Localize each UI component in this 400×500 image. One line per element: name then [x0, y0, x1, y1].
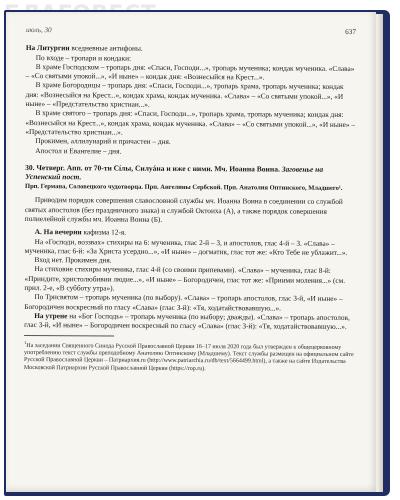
vespers-line: На стиховне стихиры мученика, глас 4-й (со своими припевами). «Слава» – мученика, глас 8-й: «Приидите, христолюбивии людие...», «И ныне» – Богородичен, глас тот же: «Приими моления...» (см. прил. 2-е, «В субботу утра»). — [24, 264, 346, 293]
running-head — [26, 26, 356, 39]
liturgy-line: В храме Господском – тропарь дня: «Спаси, Господи...», тропарь мученика; кондак мученика. «Слава» – «Со святыми упокой...», «И ныне» – кондак дня: «Вознесыйся на Крест...». — [25, 61, 355, 82]
day-heading-main: 30. Четверг. Апп. от 70-ти Сíлы, Силуáна и иже с ними. Мч. Иоанна Воина. — [25, 162, 280, 174]
liturgy-line: В храме святого – тропарь дня: «Спаси, Господи...», тропарь храма, тропарь мученика; кондак дня: «Вознесыйся на Крест...», кондак храма, кондак мученика. «Слава» – «Со святыми упокой...», «И ныне» – «Предстательство христиан...». — [25, 108, 356, 137]
page-number: 637 — [345, 27, 356, 37]
liturgy-lead: На Литургии — [25, 43, 70, 53]
running-head-title: июль, 30 — [25, 26, 52, 35]
footnote-rule — [24, 335, 114, 337]
day-heading — [25, 163, 355, 184]
vespers-lead-rest: кафизма 12-я. — [81, 227, 127, 237]
day-heading-italic: Заговенье на Успенский пост. — [25, 164, 324, 182]
liturgy-lead-rest: вседневные антифоны. — [69, 43, 143, 54]
book-page — [6, 12, 376, 492]
liturgy-line: Апостол и Евангелие – дня. — [35, 145, 122, 156]
footnote — [24, 339, 354, 375]
page-text-block — [24, 26, 356, 374]
day-subheading: Прп. Германа, Соловецкого чудотворца. Прп. Ангелины Сербской. Прп. Анатолия Оптинского, Младшего¹. — [24, 182, 343, 192]
liturgy-line: В храме Богородицы – тропарь дня: «Спаси, Господи...», тропарь храма, тропарь мученика; кондак дня: «Вознесыйся на Крест...», кондак храма, кондак мученика. «Слава» – «Со святыми упокой...», «И ныне» – «Предстательство христиан...». — [25, 80, 344, 109]
vespers-lead: А. На вечерни — [34, 227, 82, 237]
order-paragraph: Приводим порядок совершения славословной службы мч. Иоанна Воина в соединении со службой святых апостолов (без праздничного знака) и службой Октоиха (А), а также порядок совершения полиелейной службы мч. Иоанна Воина (Б). — [24, 195, 343, 224]
footnote-mark: 1 — [24, 339, 27, 345]
liturgy-line: По входе – тропари и кондаки: — [35, 52, 132, 63]
matins-lead: На утрене — [34, 310, 68, 321]
vespers-line: По Трисвятом – тропарь мученика (по выбору). «Слава» – тропарь апостолов, глас 3-й, «И ныне» – Богородичен воскресный по гласу «Слава» (глас 3-й): «Тя, ходатайствовавшую...». — [24, 292, 343, 313]
matins-lead-rest: на «Бог Господь» – тропарь мученика (по выбору; дважды). «Слава» – тропарь апостолов, глас 3-й, «И ныне» – Богородичен воскресный по гласу «Слава» (глас 3-й): «Тя, ходатайствовавшую...». — [24, 311, 350, 332]
matins-paragraph — [24, 311, 354, 332]
liturgy-line: Прокимен, аллилуиарий и причастен – дня. — [35, 136, 171, 147]
footnote-text: На заседании Священного Синода Русской Православной Церкви 16–17 июля 2020 года был утвержден к общецерковному употреблению текст службы преподобному Анатолию Оптинскому (Младшему). Текст службы размещен на официальном сайте Русской Православной Церкви – Патриархия.ru (http://www.patriarchia.ru/db/text/5664499.html), а также на сайте Издательства Московской Патриархии Русской Православной Церкви (https://rop.ru). — [23, 342, 354, 372]
vespers-line: На «Господи, воззвах» стихиры на 6: мученика, глас 2-й – 3, и апостолов, глас 4-й – 3. «Слава» – мученика, глас 6-й: «За Христа усердно...», «И ныне» – догматик, глас тот же: «Кто Тебе не ублажит...». — [24, 236, 348, 257]
vespers-line: Вход нет. Прокимен дня. — [34, 255, 112, 265]
